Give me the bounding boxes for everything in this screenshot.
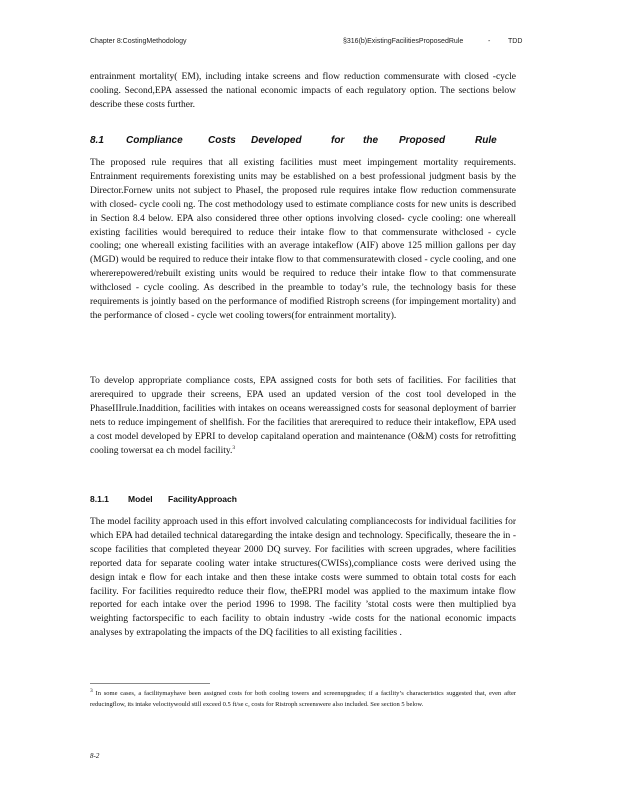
- heading-word: Model: [128, 494, 153, 504]
- footnote-ref: 3: [232, 444, 236, 451]
- paragraph-8-1-compliance-costs: [90, 375, 516, 458]
- footnote-divider: [90, 683, 210, 684]
- header-chapter: Chapter 8:CostingMethodology: [90, 38, 187, 45]
- header-rule-title: §316(b)ExistingFacilitiesProposedRule: [343, 38, 464, 45]
- footnote: [90, 688, 516, 710]
- header-separator: -: [488, 38, 491, 45]
- paragraph-8-1-1-model-facility: The model facility approach used in this effort involved calculating compliancecosts for individual facilities for which EPA had detailed technical dataregarding the intake design and technology. Specifically, theseare the in - scope facilities that completed theyear 2000 DQ survey. For facilities with screen upgrades, where facilities reported data for separate cooling water intake structures(CWISs),compliance costs were derived using the design intak e flow for each intake and then these intake costs were summed to obtain total costs for each facility. For facilities requiredto reduce their flow, theEPRI model was applied to the maximum intake flow reported for each intake over the period 1996 to 1998. The facility ’stotal costs were then multiplied bya weighting factorspecific to each facility to obtain industry -wide costs for the national economic impacts analyses by extrapolating the impacts of the DQ facilities to all existing facilities .: [90, 517, 516, 639]
- heading-word: Developed: [251, 135, 302, 146]
- heading-word: for: [331, 135, 345, 146]
- page-number: 8-2: [90, 752, 100, 760]
- heading-word: the: [363, 135, 378, 146]
- heading-word: Rule: [475, 135, 497, 146]
- heading-word: Proposed: [399, 135, 446, 146]
- section-number: 8.1: [90, 135, 104, 146]
- paragraph-text: To develop appropriate compliance costs, EPA assigned costs for both sets of facilities. For facilities that arerequired to upgrade their screens, EPA used an updated version of the cost tool developed in the PhaseIIIrule.Inaddition, facilities with intakes on oceans wereassigned costs for seasonal deployment of barrier nets to reduce impingement of shellfish. For the facilities that arerequired to reduce their intakeflow, EPA used a cost model developed by EPRI to develop capitaland operation and maintenance (O&M) costs for retrofitting cooling towersat ea ch model facility.: [90, 376, 516, 456]
- footnote-text: In some cases, a facilitymayhave been assigned costs for both cooling towers and screenupgrades; if a facility’s characteristics suggested that, even after reducingflow, its intake velocitywould still exceed 0.5 ft/se c, costs for Ristroph screenswere also included. See section 5 below.: [90, 690, 516, 708]
- intro-paragraph: entrainment mortality( EM), including intake screens and flow reduction commensurate with closed -cycle cooling. Second,EPA assessed the national economic impacts of each regulatory option. The sections below describe these costs further.: [90, 72, 516, 110]
- heading-word: Costs: [208, 135, 236, 146]
- footnote-marker: 3: [90, 687, 93, 694]
- paragraph-8-1-rule-requirements: The proposed rule requires that all existing facilities must meet impingement mortality requirements. Entrainment requirements forexisting units may be established on a best professional judgment basis by the Director.Fornew units not subject to PhaseI, the proposed rule requires intake flow reduction commensurate with closed- cycle cooli ng. The cost methodology used to estimate compliance costs for new units is described in Section 8.4 below. EPA also considered three other options involving closed- cycle cooling: one whereall existing facilities would berequired to reduce their intake flow to that commensurate withclosed - cycle cooling; one whereall existing facilities with an average intakeflow (AIF) above 125 million gallons per day (MGD) would be required to reduce their intake flow to that commensuratewith closed - cycle cooling, and one whererepowered/rebuilt existing units would be required to reduce their intake flow to that commensurate withclosed - cycle cooling. As described in the preamble to today’s rule, the technology basis for these requirements is jointly based on the performance of modified Ristroph screens (for impingement mortality) and the performance of closed - cycle wet cooling towers(for entrainment mortality).: [90, 158, 516, 321]
- header-doc-id: TDD: [508, 38, 523, 45]
- section-heading-8-1-1: [90, 494, 237, 504]
- section-number: 8.1.1: [90, 494, 109, 504]
- heading-word: Compliance: [126, 135, 183, 146]
- heading-word: FacilityApproach: [168, 494, 237, 504]
- section-heading-8-1: [90, 135, 516, 146]
